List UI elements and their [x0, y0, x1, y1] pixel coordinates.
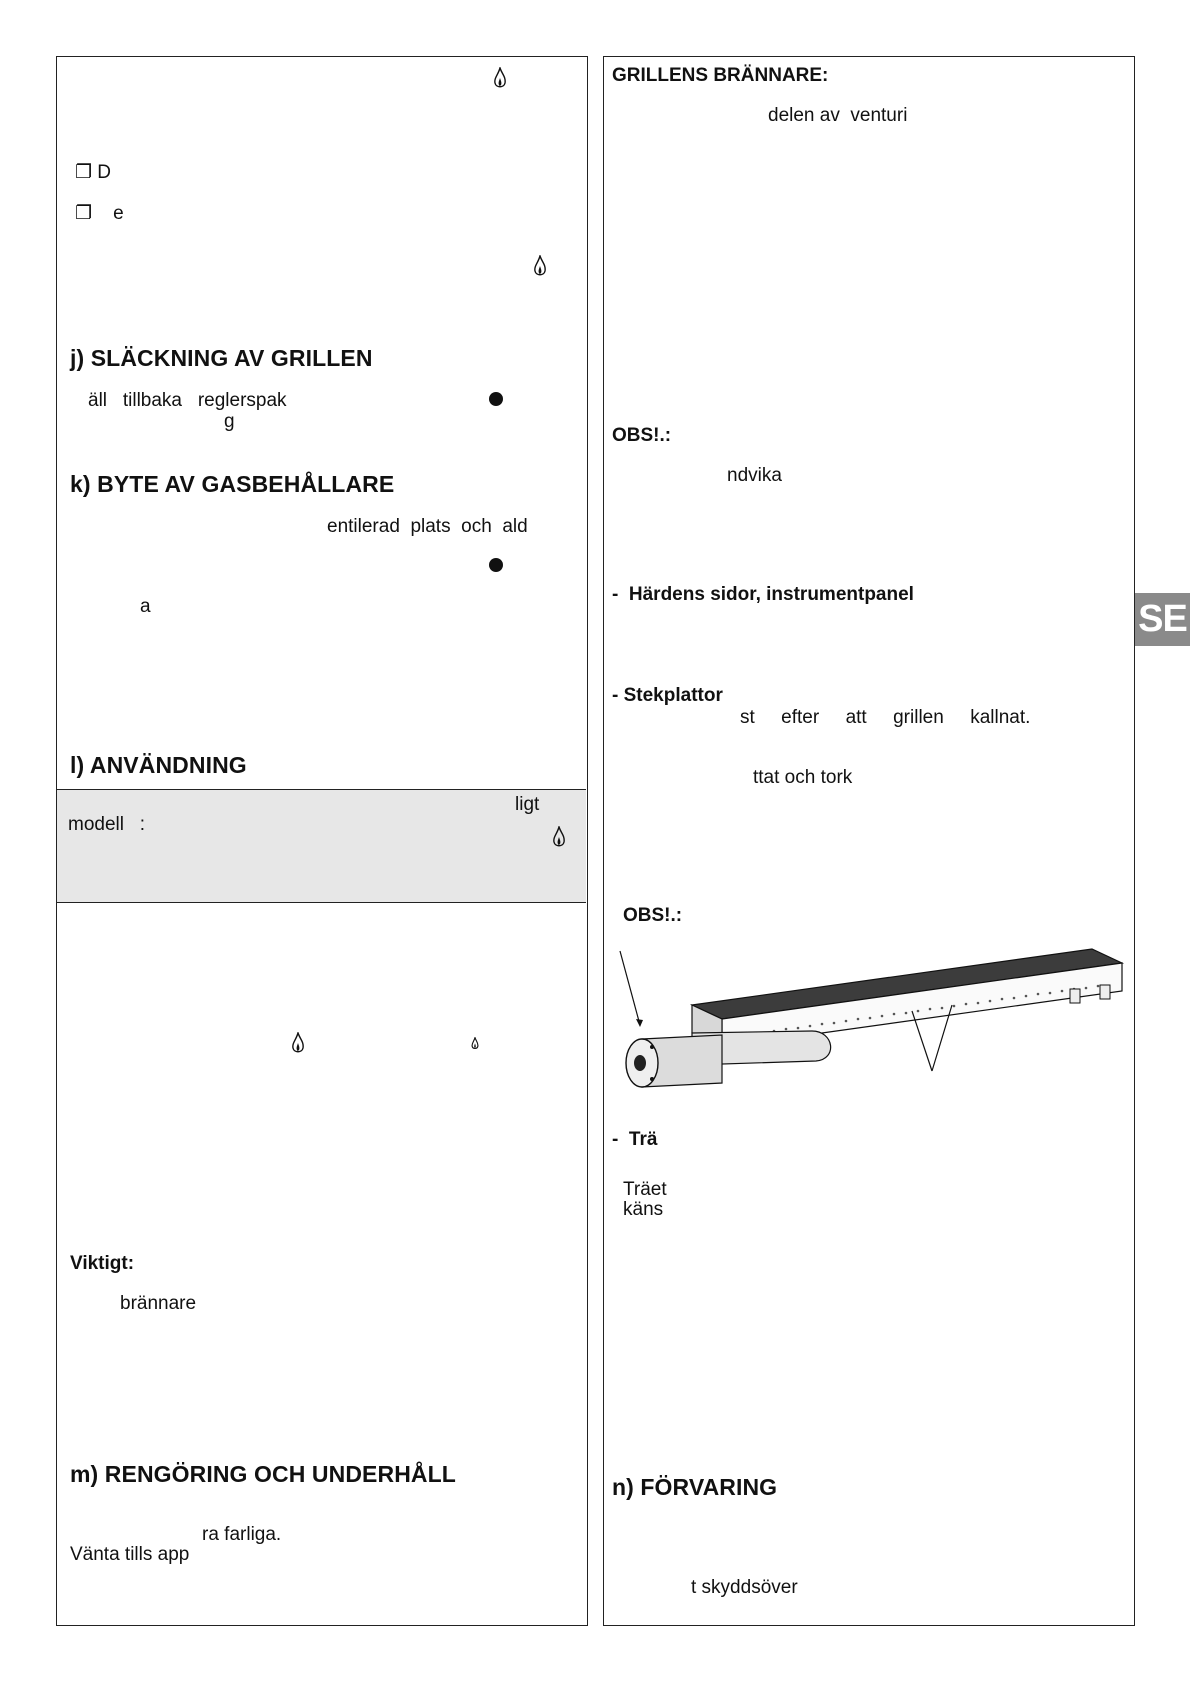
text-m-line2: Vänta tills app — [70, 1544, 190, 1565]
heading-l: l) ANVÄNDNING — [70, 752, 247, 778]
heading-k: k) BYTE AV GASBEHÅLLARE — [70, 471, 395, 497]
flame-icon — [552, 826, 566, 850]
text-k-line1: entilerad plats och ald — [327, 516, 528, 537]
flame-icon — [533, 255, 547, 279]
heading-n: n) FÖRVARING — [612, 1474, 778, 1500]
heading-m: m) RENGÖRING OCH UNDERHÅLL — [70, 1461, 456, 1487]
text-j-line2: g — [224, 411, 235, 432]
language-tab-se: SE — [1135, 593, 1190, 646]
right-column — [603, 56, 1135, 1626]
viktigt-label: Viktigt: — [70, 1253, 135, 1274]
notice-box — [57, 789, 586, 903]
heading-j: j) SLÄCKNING AV GRILLEN — [70, 345, 373, 371]
text-venturi: delen av venturi — [768, 105, 908, 126]
flame-icon — [471, 1037, 479, 1051]
tra-heading: - Trä — [612, 1129, 658, 1150]
stekplattor-heading: - Stekplattor — [612, 685, 723, 706]
burner-illustration — [612, 947, 1132, 1147]
bullet-dot-icon — [488, 391, 504, 407]
text-stekplattor: st efter att grillen kallnat. — [740, 707, 1031, 728]
notice-text-right: ligt — [515, 794, 540, 815]
fragment-e: ❐ e — [75, 203, 124, 224]
flame-icon — [291, 1032, 305, 1056]
text-skydd: t skyddsöver — [691, 1577, 798, 1598]
notice-text-left: modell : — [68, 814, 146, 835]
fragment-d: ❐ D — [75, 162, 112, 183]
obs-label-1: OBS!.: — [612, 425, 672, 446]
grillens-heading: GRILLENS BRÄNNARE: — [612, 65, 829, 86]
text-j-line1: äll tillbaka reglerspak — [88, 390, 287, 411]
text-ttat: ttat och tork — [753, 767, 853, 788]
text-traet: Träet — [623, 1179, 667, 1200]
obs-label-2: OBS!.: — [623, 905, 683, 926]
text-kans: käns — [623, 1199, 664, 1220]
text-m-line1: ra farliga. — [202, 1524, 282, 1545]
flame-icon — [493, 67, 507, 91]
text-k-line2: a — [140, 596, 151, 617]
bullet-dot-icon — [488, 557, 504, 573]
hardens-heading: - Härdens sidor, instrumentpanel — [612, 584, 914, 605]
left-column — [56, 56, 588, 1626]
text-ndvika: ndvika — [727, 465, 782, 486]
text-brannare: brännare — [120, 1293, 197, 1314]
